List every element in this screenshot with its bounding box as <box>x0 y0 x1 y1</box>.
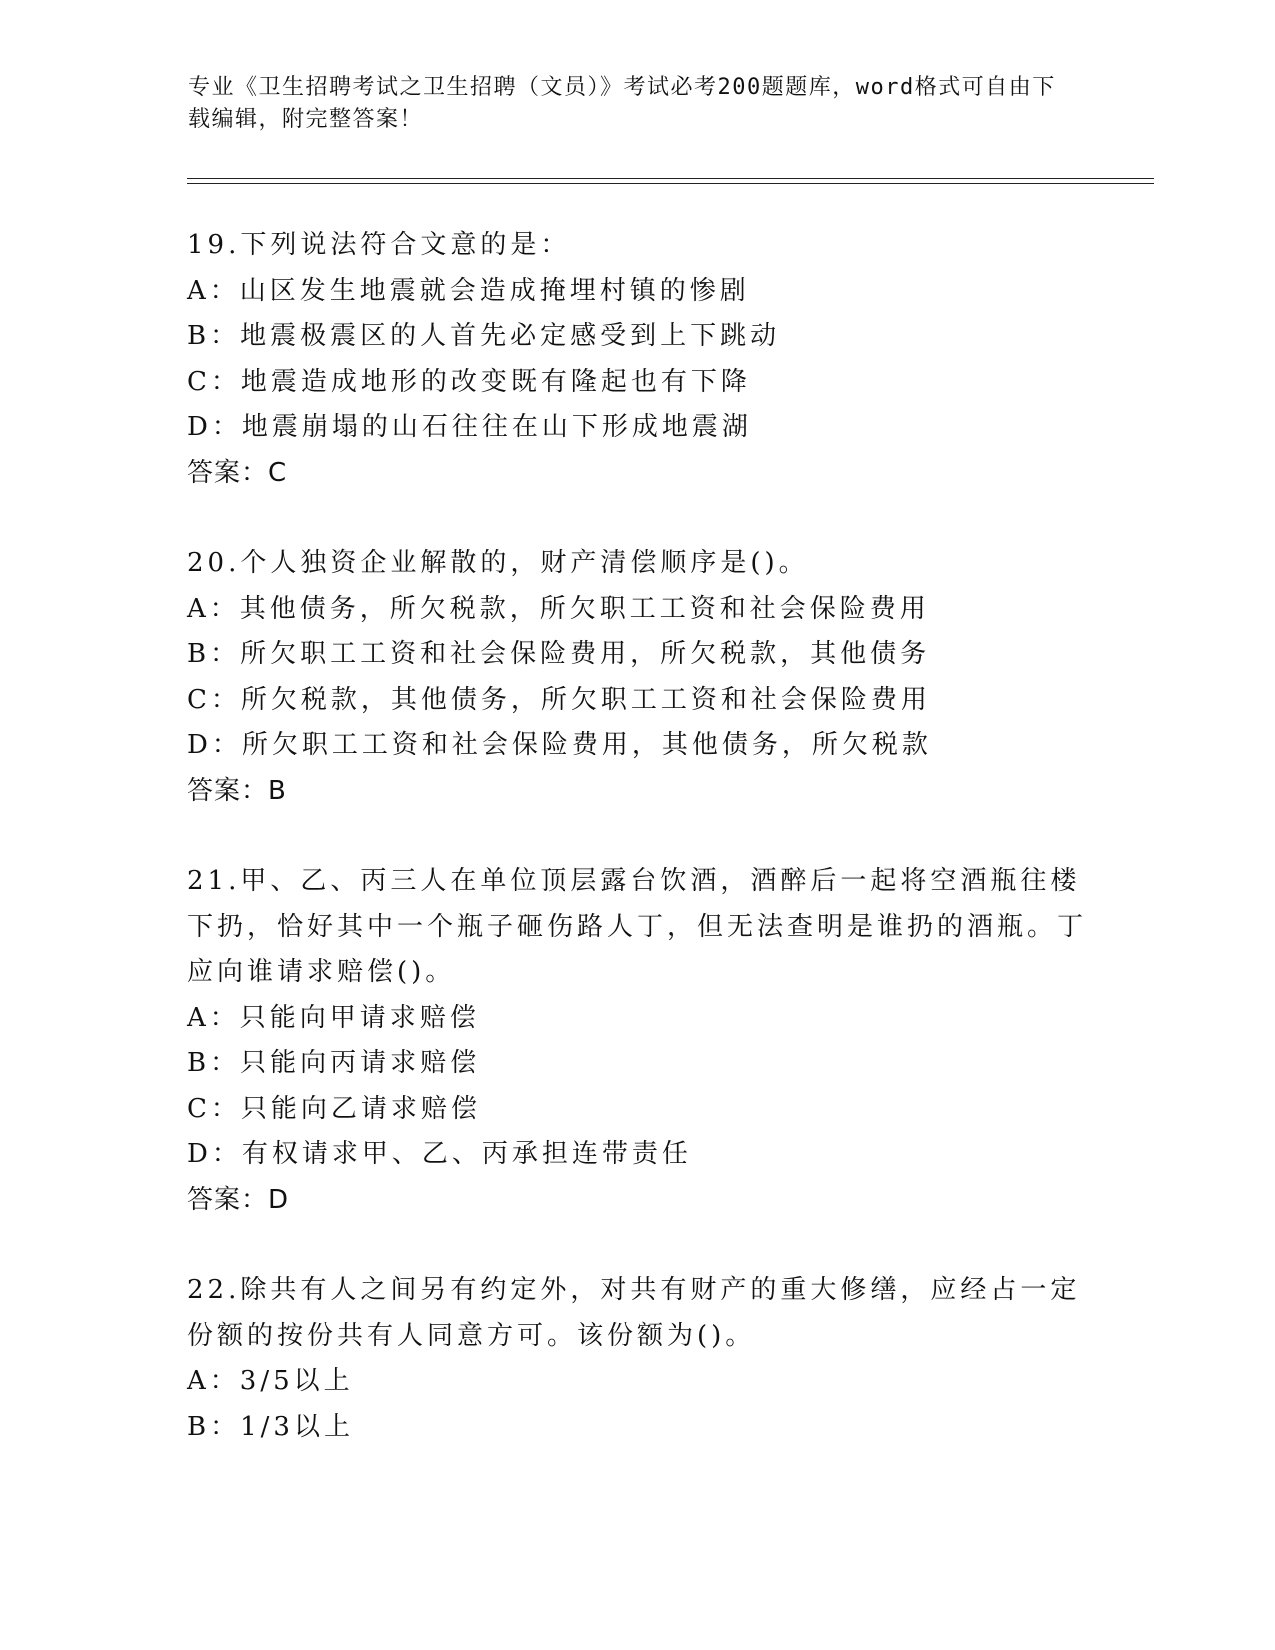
question-19 <box>187 223 1087 496</box>
option-d: D：有权请求甲、乙、丙承担连带责任 <box>187 1139 692 1169</box>
question-text: 19.下列说法符合文意的是： <box>187 230 571 260</box>
question-text: 21.甲、乙、丙三人在单位顶层露台饮酒，酒醉后一起将空酒瓶往楼下扔，恰好其中一个瓶子砸伤路人丁，但无法查明是谁扔的酒瓶。丁应向谁请求赔偿()。 <box>187 866 1088 987</box>
question-text: 22.除共有人之间另有约定外，对共有财产的重大修缮，应经占一定份额的按份共有人同意方可。该份额为()。 <box>187 1275 1081 1351</box>
option-a: A：山区发生地震就会造成掩埋村镇的惨剧 <box>187 275 750 306</box>
option-b: B：地震极震区的人首先必定感受到上下跳动 <box>187 321 781 351</box>
question-20 <box>187 541 1087 814</box>
option-c: C：只能向乙请求赔偿 <box>187 1093 481 1124</box>
option-a: A：3/5以上 <box>187 1366 354 1396</box>
question-21 <box>187 859 1087 1223</box>
header-divider-top <box>187 178 1154 179</box>
answer: 答案：B <box>187 775 287 806</box>
question-text: 20.个人独资企业解散的，财产清偿顺序是()。 <box>187 548 809 578</box>
option-c: C：所欠税款，其他债务，所欠职工工资和社会保险费用 <box>187 684 931 715</box>
document-header: 专业《卫生招聘考试之卫生招聘（文员）》考试必考200题题库，word格式可自由下载编辑，附完整答案！ <box>188 75 1056 132</box>
header-divider-bottom <box>187 183 1154 184</box>
answer: 答案：D <box>187 1184 290 1215</box>
question-22 <box>187 1268 1087 1450</box>
answer: 答案：C <box>187 457 288 488</box>
option-b: B：只能向丙请求赔偿 <box>187 1048 481 1078</box>
option-d: D：地震崩塌的山石往往在山下形成地震湖 <box>187 412 752 442</box>
option-b: B：1/3以上 <box>187 1411 354 1442</box>
option-c: C：地震造成地形的改变既有隆起也有下降 <box>187 366 751 397</box>
option-a: A：其他债务，所欠税款，所欠职工工资和社会保险费用 <box>187 593 930 624</box>
option-a: A：只能向甲请求赔偿 <box>187 1002 480 1033</box>
option-d: D：所欠职工工资和社会保险费用，其他债务，所欠税款 <box>187 730 932 760</box>
option-b: B：所欠职工工资和社会保险费用，所欠税款，其他债务 <box>187 639 931 669</box>
